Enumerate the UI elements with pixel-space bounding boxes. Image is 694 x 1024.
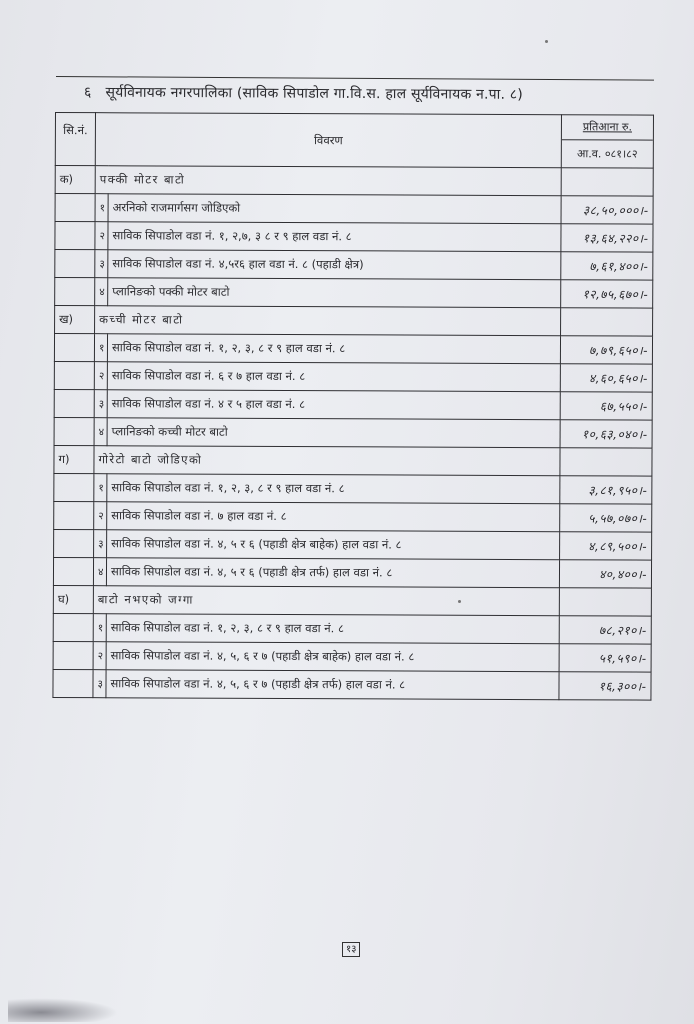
row-description: साविक सिपाडोल वडा नं. ४, ५, ६ र ७ (पहाडी क्षेत्र बाहेक) हाल वडा नं. ८: [106, 642, 559, 672]
row-number: ३: [93, 670, 106, 698]
section-row: [55, 166, 653, 197]
header-fiscal-year: आ.व. ०८१।८२: [576, 147, 638, 161]
table-row: [53, 613, 651, 644]
row-number: ४: [94, 418, 107, 446]
row-spacer: [54, 501, 94, 529]
row-rate-value: ६७,५५०।-: [560, 392, 652, 420]
section-value-empty: [561, 308, 653, 336]
row-description: साविक सिपाडोल वडा नं. १, २, ३, ८ र ९ हाल वडा नं. ८: [107, 474, 560, 504]
top-rule: [56, 76, 654, 81]
row-description: साविक सिपाडोल वडा नं. १, २, ३, ८ र ९ हाल वडा नं. ८: [106, 614, 559, 644]
row-rate-value: ५,५७,०७०।-: [560, 504, 652, 532]
header-description: विवरण: [95, 113, 561, 168]
table-row: [54, 334, 652, 365]
table-row: [54, 529, 652, 560]
row-rate-value: ७,६१,४००।-: [561, 252, 653, 280]
row-number: १: [94, 474, 107, 502]
row-spacer: [54, 473, 94, 501]
section-label: क): [55, 166, 95, 194]
row-description: साविक सिपाडोल वडा नं. ६ र ७ हाल वडा नं. ८: [107, 362, 560, 392]
row-spacer: [55, 250, 95, 278]
row-rate-value: ७,७९,६५०।-: [560, 336, 652, 364]
row-spacer: [53, 557, 93, 585]
table-row: [53, 557, 651, 588]
row-description: साविक सिपाडोल वडा नं. ४, ५ र ६ (पहाडी क्षेत्र बाहेक) हाल वडा नं. ८: [107, 530, 560, 560]
row-number: २: [94, 362, 107, 390]
section-title: गोरेटो बाटो जोडिएको: [94, 446, 560, 476]
section-label: ग): [54, 445, 94, 473]
row-rate-value: ५१,५९०।-: [559, 644, 651, 672]
row-spacer: [54, 417, 94, 445]
table-row: [55, 194, 653, 225]
page-number: १३: [342, 942, 360, 957]
row-rate-value: ४,८९,५००।-: [560, 532, 652, 560]
section-value-empty: [560, 448, 652, 476]
section-value-empty: [561, 168, 653, 196]
row-description: साविक सिपाडोल वडा नं. ४, ५ र ६ (पहाडी क्षेत्र तर्फ) हाल वडा नं. ८: [106, 558, 559, 588]
row-number: १: [94, 334, 107, 362]
row-rate-value: १३,६४,२२०।-: [561, 224, 653, 252]
table-row: [54, 417, 652, 448]
section-heading: [84, 83, 644, 105]
row-number: २: [94, 502, 107, 530]
row-spacer: [53, 669, 93, 697]
row-spacer: [55, 222, 95, 250]
row-description: अरनिको राजमार्गसग जोडिएको: [108, 194, 561, 224]
row-number: ४: [93, 558, 106, 586]
row-rate-value: १०,६३,०४०।-: [560, 420, 652, 448]
row-rate-value: ३८,५०,०००।-: [561, 196, 653, 224]
header-rate: [561, 115, 653, 168]
row-spacer: [54, 389, 94, 417]
heading-text: सूर्यविनायक नगरपालिका (साविक सिपाडोल गा.वि.स. हाल सूर्यविनायक न.पा. ८): [105, 84, 523, 103]
row-description: साविक सिपाडोल वडा नं. ७ हाल वडा नं. ८: [107, 502, 560, 532]
scan-speck: [458, 600, 461, 603]
header-rate-title: प्रतिआना रु.: [562, 115, 653, 140]
row-number: १: [95, 194, 108, 222]
heading-number: ६: [83, 84, 92, 101]
row-number: १: [93, 614, 106, 642]
section-title: पक्की मोटर बाटो: [95, 166, 561, 196]
section-title: कच्ची मोटर बाटो: [95, 306, 561, 336]
table-row: [54, 473, 652, 504]
row-number: ४: [95, 278, 108, 306]
rate-table: [52, 112, 654, 701]
row-rate-value: ४,६०,६५०।-: [560, 364, 652, 392]
row-description: प्लानिङको पक्की मोटर बाटो: [108, 278, 561, 308]
row-number: २: [95, 222, 108, 250]
row-description: साविक सिपाडोल वडा नं. १, २,७, ३ ८ र ९ हाल वडा नं. ८: [108, 222, 561, 252]
row-rate-value: ३,८१,९५०।-: [560, 476, 652, 504]
row-spacer: [54, 334, 94, 362]
section-label: ख): [55, 306, 95, 334]
row-spacer: [53, 613, 93, 641]
scan-smudge: [8, 998, 118, 1022]
row-description: साविक सिपाडोल वडा नं. ४ र ५ हाल वडा नं. ८: [107, 390, 560, 420]
row-rate-value: १६,३००।-: [559, 672, 651, 700]
table-row: [54, 389, 652, 420]
row-description: साविक सिपाडोल वडा नं. ४,५र६ हाल वडा नं. ८ (पहाडी क्षेत्र): [108, 250, 561, 280]
row-spacer: [55, 194, 95, 222]
row-number: ३: [94, 390, 107, 418]
row-number: ३: [94, 530, 107, 558]
table-row: [54, 501, 652, 532]
table-row: [54, 361, 652, 392]
row-spacer: [55, 278, 95, 306]
header-serial-number: सि.नं.: [55, 113, 95, 166]
section-row: [53, 585, 651, 616]
section-title: बाटो नभएको जग्गा: [93, 586, 559, 616]
row-spacer: [53, 641, 93, 669]
section-value-empty: [559, 588, 651, 616]
row-rate-value: ७८,२१०।-: [559, 616, 651, 644]
row-rate-value: १२,७५,६७०।-: [561, 280, 653, 308]
row-rate-value: ४०,४००।-: [559, 560, 651, 588]
row-description: साविक सिपाडोल वडा नं. १, २, ३, ८ र ९ हाल वडा नं. ८: [107, 334, 560, 364]
table-row: [53, 641, 651, 672]
table-row: [53, 669, 651, 700]
section-row: [54, 445, 652, 476]
row-number: २: [93, 642, 106, 670]
table-row: [55, 278, 653, 309]
row-spacer: [54, 529, 94, 557]
table-row: [55, 222, 653, 253]
row-spacer: [54, 361, 94, 389]
table-row: [55, 250, 653, 281]
scan-speck: [545, 40, 548, 43]
table-header-row: [55, 113, 653, 169]
row-description: प्लानिङको कच्ची मोटर बाटो: [107, 418, 560, 448]
section-row: [55, 306, 653, 337]
section-label: घ): [53, 585, 93, 613]
row-description: साविक सिपाडोल वडा नं. ४, ५, ६ र ७ (पहाडी क्षेत्र तर्फ) हाल वडा नं. ८: [106, 670, 559, 700]
row-number: ३: [95, 250, 108, 278]
